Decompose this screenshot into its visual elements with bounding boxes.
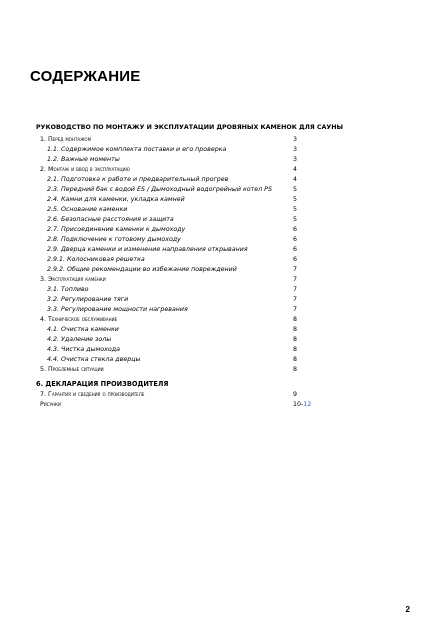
toc-item[interactable] xyxy=(36,355,336,365)
toc-item-label: 2.9.2. Общие рекомендации во избежание повреждений xyxy=(47,266,237,273)
toc-item-label: 3.1. Топливо xyxy=(47,286,89,293)
toc-item-page: 9 xyxy=(293,391,298,398)
toc-item-label: 1. Перед монтажом xyxy=(40,136,92,143)
toc-item-page: 7 xyxy=(293,296,298,303)
toc-item-label: 2.3. Передний бак с водой ES / Дымоходный водогрейный котел PS xyxy=(47,186,272,193)
toc-item[interactable] xyxy=(36,275,336,285)
toc-item-label: 2.5. Основание каменки xyxy=(47,206,128,213)
toc-item-label: 1.2. Важные моменты xyxy=(47,156,120,163)
toc-item-page: 8 xyxy=(293,326,298,333)
toc-item[interactable] xyxy=(36,265,336,275)
toc-item-page: 3 xyxy=(293,136,298,143)
toc-item-page: 7 xyxy=(293,286,298,293)
toc-item-label: 4.1. Очистка каменки xyxy=(47,326,119,333)
toc-item-page: 6 xyxy=(293,246,298,253)
toc-item[interactable] xyxy=(36,365,336,375)
toc-item-page: 4 xyxy=(293,166,298,173)
toc-heading: РУКОВОДСТВО ПО МОНТАЖУ И ЭКСПЛУАТАЦИИ ДРОВЯНЫХ КАМЕНОК ДЛЯ САУНЫ xyxy=(36,124,344,131)
toc-item-label: 4.4. Очистка стекла дверцы xyxy=(47,356,141,363)
toc-item-page: 6 xyxy=(293,236,298,243)
declaration-list xyxy=(36,390,336,410)
toc-item[interactable] xyxy=(36,195,336,205)
toc-item-page: 6 xyxy=(293,226,298,233)
toc-item[interactable] xyxy=(36,305,336,315)
toc-item-label: 4.3. Чистка дымохода xyxy=(47,346,120,353)
toc-item-page: 8 xyxy=(293,316,298,323)
toc-item[interactable] xyxy=(36,295,336,305)
page-range-separator: - xyxy=(301,401,304,408)
toc-item-label: 3. Эксплуатация каменки xyxy=(40,276,106,283)
toc-item-label: 2.7. Присоединение каменки к дымоходу xyxy=(47,226,186,233)
toc-item-label: 2. Монтаж и ввод в эксплуатацию xyxy=(40,166,130,173)
toc-item-label: 7. Гарантия и сведения о производителе xyxy=(40,391,145,398)
toc-item[interactable] xyxy=(36,400,336,410)
toc-list xyxy=(36,135,336,375)
toc-item-page: 7 xyxy=(293,276,298,283)
toc-item[interactable] xyxy=(36,345,336,355)
toc-item-page: 6 xyxy=(293,256,298,263)
toc-item-label: 2.1. Подготовка к работе и предварительный прогрев xyxy=(47,176,229,183)
toc-item-page: 3 xyxy=(293,146,298,153)
toc-item-page: 7 xyxy=(293,266,298,273)
toc-item-page: 7 xyxy=(293,306,298,313)
page-number: 2 xyxy=(405,605,410,614)
toc-item[interactable] xyxy=(36,215,336,225)
page-title: СОДЕРЖАНИЕ xyxy=(30,68,141,85)
toc-item-page: 8 xyxy=(293,366,298,373)
toc-item-label: 3.3. Регулирование мощности нагревания xyxy=(47,306,188,313)
toc-item-label: 4.2. Удаление золы xyxy=(47,336,112,343)
toc-item-label: 2.9.1. Колосниковая решетка xyxy=(47,256,145,263)
toc-item-label: 2.9. Дверца каменки и изменение направления открывания xyxy=(47,246,248,253)
toc-item[interactable] xyxy=(36,390,336,400)
toc-item-page-range xyxy=(293,400,311,410)
toc-item-page: 5 xyxy=(293,196,298,203)
toc-item-page: 5 xyxy=(293,216,298,223)
toc-item-label: 1.1. Содержимое комплекта поставки и его проверка xyxy=(47,146,227,153)
toc-item-page: 8 xyxy=(293,356,298,363)
toc-item-label: 4. Техническое обслуживание xyxy=(40,316,118,323)
toc-item[interactable] xyxy=(36,185,336,195)
toc-item-page: 4 xyxy=(293,176,298,183)
toc-item-label: 2.8. Подключение к готовому дымоходу xyxy=(47,236,181,243)
toc-item[interactable] xyxy=(36,255,336,265)
toc-item[interactable] xyxy=(36,145,336,155)
toc-item[interactable] xyxy=(36,175,336,185)
toc-item[interactable] xyxy=(36,165,336,175)
toc-item-label: 5. Проблемные ситуации xyxy=(40,366,104,373)
toc-item-label: Рисунки xyxy=(40,401,61,408)
toc-item[interactable] xyxy=(36,155,336,165)
toc-item[interactable] xyxy=(36,285,336,295)
toc-item[interactable] xyxy=(36,225,336,235)
toc-item[interactable] xyxy=(36,315,336,325)
toc-item[interactable] xyxy=(36,235,336,245)
page-range-start: 10 xyxy=(293,401,302,408)
toc-item-label: 3.2. Регулирование тяги xyxy=(47,296,129,303)
toc-item[interactable] xyxy=(36,135,336,145)
toc-item-page: 8 xyxy=(293,336,298,343)
toc-item[interactable] xyxy=(36,325,336,335)
toc-item[interactable] xyxy=(36,335,336,345)
toc-item[interactable] xyxy=(36,245,336,255)
toc-item-page: 8 xyxy=(293,346,298,353)
page-range-end-link[interactable]: 12 xyxy=(303,401,312,408)
toc-item-page: 5 xyxy=(293,206,298,213)
toc-item[interactable] xyxy=(36,205,336,215)
section6-heading: 6. ДЕКЛАРАЦИЯ ПРОИЗВОДИТЕЛЯ xyxy=(36,380,169,388)
toc-item-label: 2.6. Безопасные расстояния и защита xyxy=(47,216,174,223)
toc-item-label: 2.4. Камни для каменки, укладка камней xyxy=(47,196,185,203)
toc-item-page: 3 xyxy=(293,156,298,163)
toc-item-page: 5 xyxy=(293,186,298,193)
